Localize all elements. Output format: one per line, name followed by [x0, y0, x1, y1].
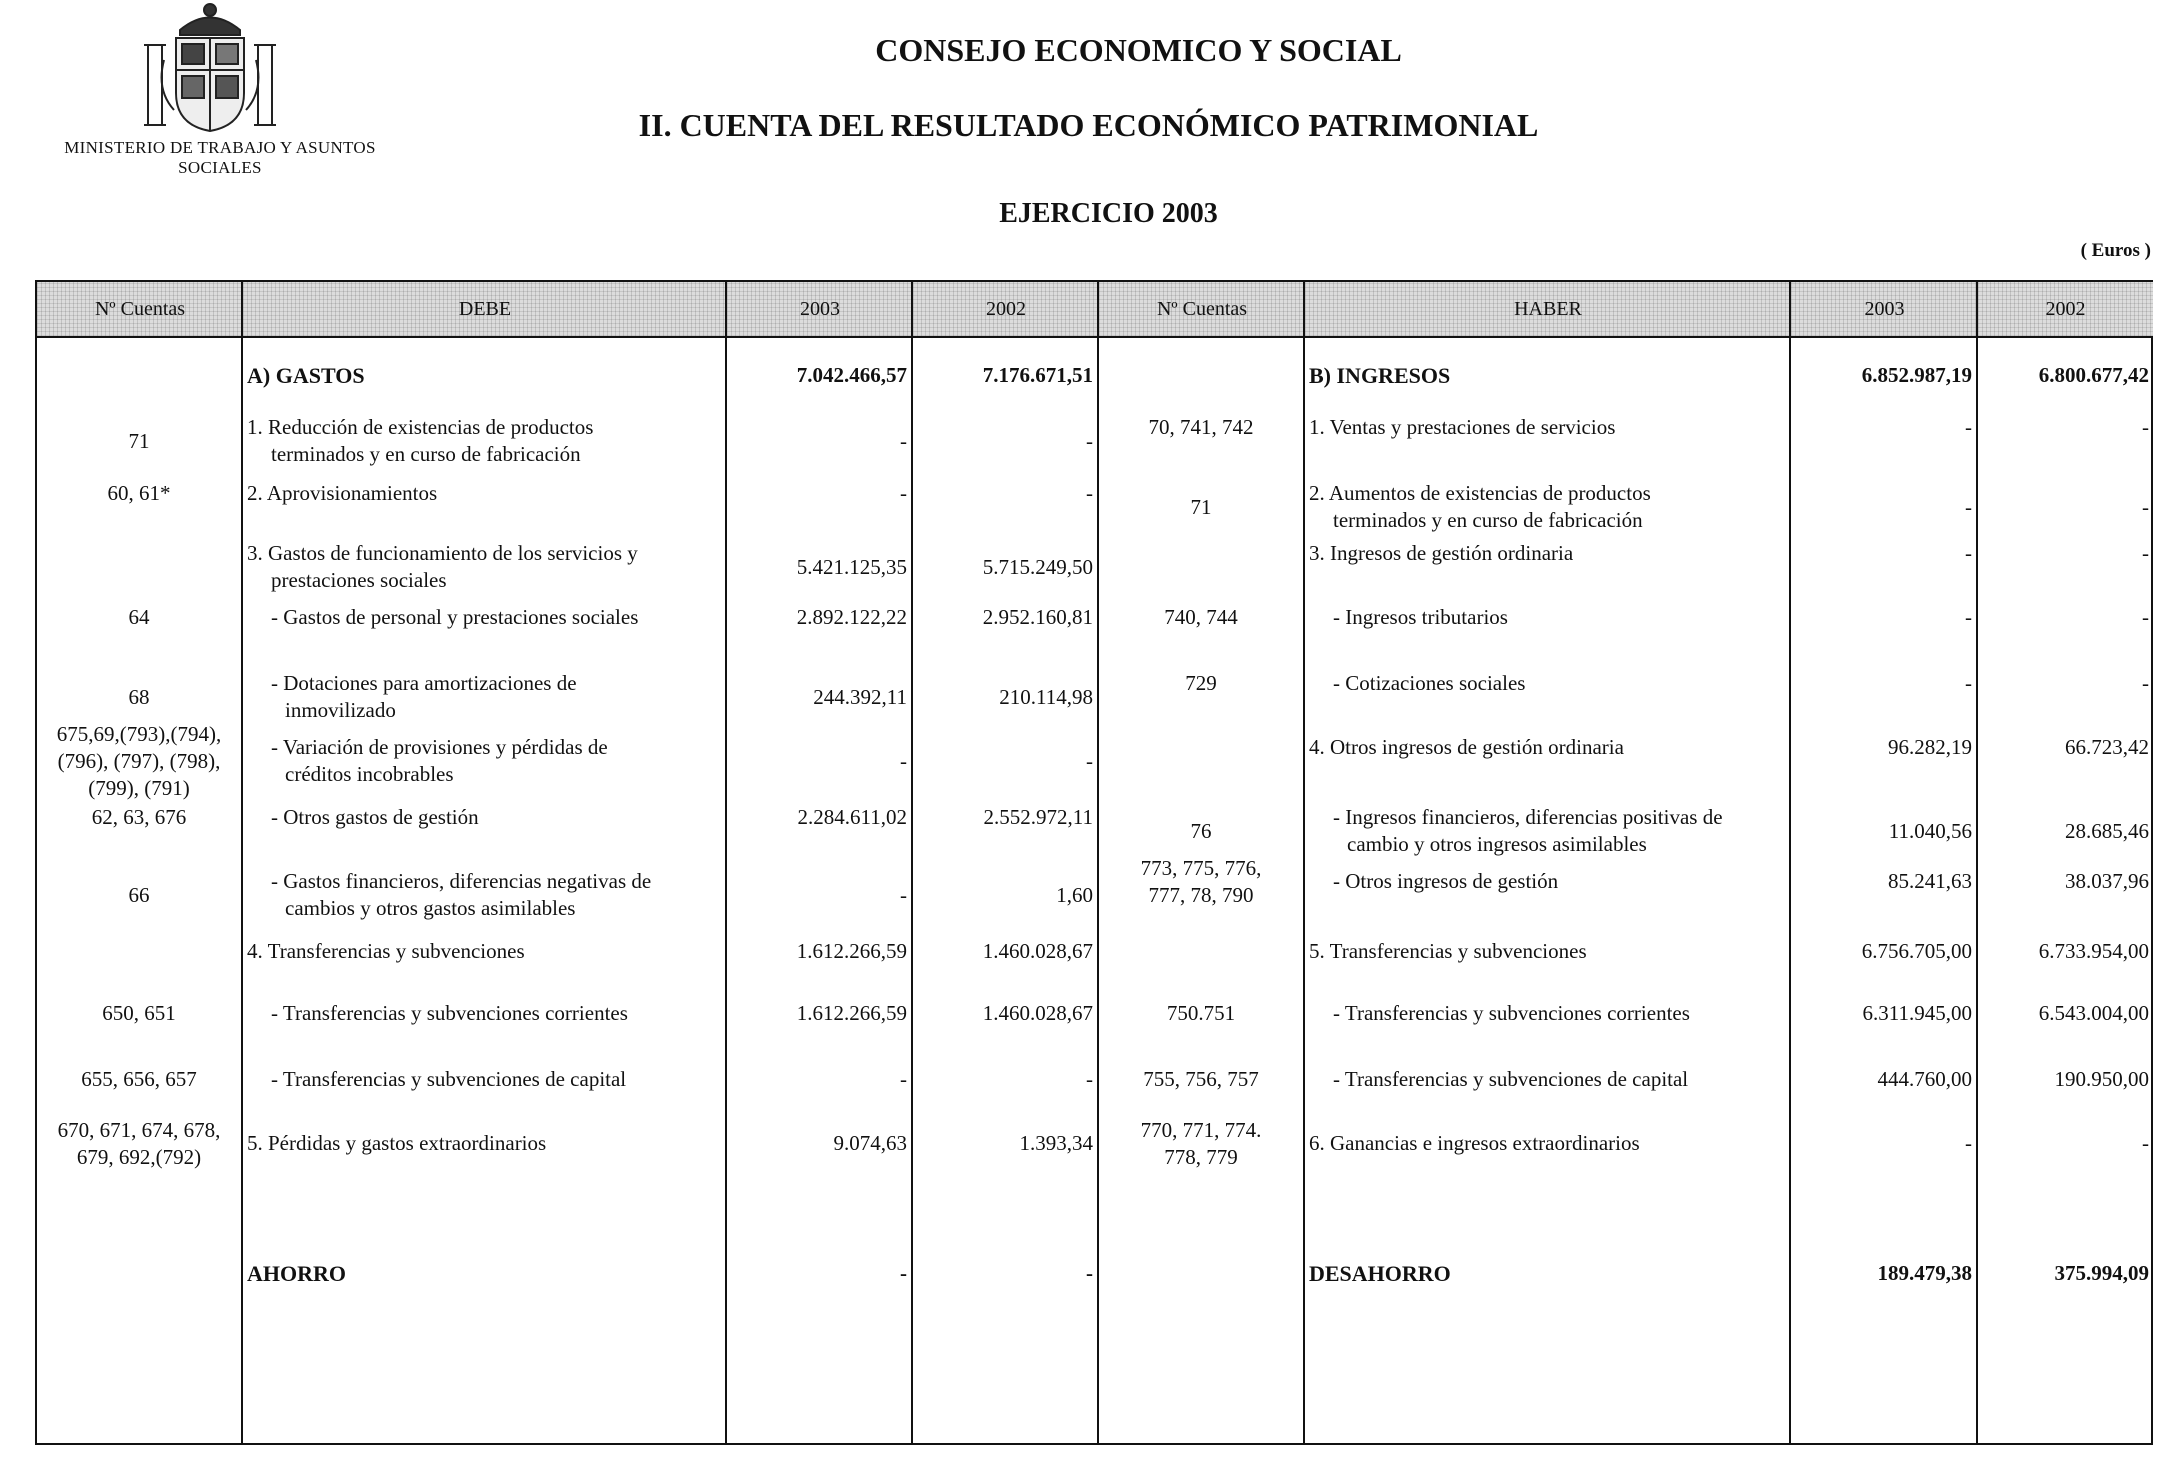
debe-account-number: 62, 63, 676 — [91, 805, 187, 829]
debe-row-label: - Transferencias y subvenciones corrientes — [271, 1001, 628, 1025]
haber-account-number: 770, 771, 774. — [1140, 1117, 1262, 1142]
col-header-haber-2003: 2003 — [1791, 282, 1978, 338]
haber-account-number: 729 — [1185, 671, 1217, 695]
page-subtitle: II. CUENTA DEL RESULTADO ECONÓMICO PATRIMONIAL — [638, 107, 1539, 143]
debe-account-number: (799), (791) — [88, 775, 190, 800]
haber-row-label: 6. Ganancias e ingresos extraordinarios — [1309, 1131, 1640, 1155]
debe-row-label: - Transferencias y subvenciones de capital — [271, 1067, 627, 1091]
haber-row-label: 4. Otros ingresos de gestión ordinaria — [1309, 735, 1624, 759]
ministry-line-1: MINISTERIO DE TRABAJO Y ASUNTOS — [64, 138, 376, 157]
haber-account-number: 70, 741, 742 — [1148, 415, 1254, 439]
haber-value-2002: 6.800.677,42 — [2038, 363, 2149, 387]
haber-value-2003: - — [1965, 605, 1972, 629]
col-header-debe-2003: 2003 — [727, 282, 913, 338]
debe-row-label: - Gastos de personal y prestaciones sociales — [271, 605, 639, 629]
haber-value-2002: 66.723,42 — [2065, 735, 2149, 759]
haber-value-2002: 38.037,96 — [2065, 869, 2149, 893]
haber-value-2003: 96.282,19 — [1888, 735, 1972, 759]
haber-row-label: - Ingresos tributarios — [1333, 605, 1508, 629]
col-header-haber-2002: 2002 — [1978, 282, 2153, 338]
debe-value-2003: - — [900, 428, 907, 453]
haber-value-2002: - — [2142, 605, 2149, 629]
haber-account-number: 71 — [1190, 494, 1212, 519]
haber-value-2003: - — [1965, 671, 1972, 695]
haber-value-2002: - — [2142, 671, 2149, 695]
debe-value-2003: 7.042.466,57 — [796, 363, 907, 387]
debe-row-label: - Variación de provisiones y pérdidas de — [271, 735, 608, 759]
haber-value-2003: - — [1965, 415, 1972, 439]
debe-value-2002: - — [1086, 1261, 1093, 1285]
debe-value-2002: - — [1086, 748, 1093, 773]
col-header-debe-2002: 2002 — [913, 282, 1099, 338]
debe-value-2002: 1.460.028,67 — [982, 939, 1093, 963]
haber-row-label: 5. Transferencias y subvenciones — [1309, 939, 1587, 963]
debe-value-2002: 210.114,98 — [999, 684, 1093, 709]
debe-row-label: - Gastos financieros, diferencias negativas de — [271, 869, 652, 893]
exercise-title: EJERCICIO 2003 — [999, 198, 1218, 229]
debe-value-2002: 1.393,34 — [1019, 1131, 1093, 1155]
haber-value-2003: 6.756.705,00 — [1861, 939, 1972, 963]
debe-row-label: inmovilizado — [285, 698, 396, 722]
debe-value-2003: 5.421.125,35 — [796, 554, 907, 579]
haber-value-2003: 189.479,38 — [1877, 1261, 1972, 1285]
haber-value-2002: - — [2142, 541, 2149, 565]
column-divider — [1303, 282, 1305, 1443]
debe-account-number: 670, 671, 674, 678, — [57, 1117, 221, 1142]
currency-label: ( Euros ) — [2080, 240, 2151, 261]
column-divider — [241, 282, 243, 1443]
result-table — [35, 280, 2153, 1445]
haber-row-label: cambio y otros ingresos asimilables — [1347, 832, 1647, 856]
debe-account-number: 655, 656, 657 — [81, 1067, 197, 1091]
haber-account-number: 750.751 — [1166, 1001, 1236, 1025]
haber-row-label: - Otros ingresos de gestión — [1333, 869, 1559, 893]
haber-value-2002: 375.994,09 — [2054, 1261, 2149, 1285]
haber-row-label: 2. Aumentos de existencias de productos — [1309, 481, 1651, 505]
debe-value-2003: - — [900, 748, 907, 773]
haber-value-2002: - — [2142, 1131, 2149, 1155]
haber-row-label: - Transferencias y subvenciones de capital — [1333, 1067, 1689, 1091]
debe-row-label: prestaciones sociales — [271, 568, 447, 592]
debe-value-2002: 2.952.160,81 — [982, 605, 1093, 629]
debe-value-2003: 1.612.266,59 — [796, 939, 907, 963]
haber-value-2002: 190.950,00 — [2054, 1067, 2149, 1091]
haber-value-2003: - — [1965, 494, 1972, 519]
debe-account-number: 650, 651 — [102, 1001, 176, 1025]
haber-row-label: 1. Ventas y prestaciones de servicios — [1309, 415, 1616, 439]
col-header-debe-accounts: Nº Cuentas — [37, 282, 243, 338]
ministry-name — [40, 138, 400, 178]
debe-value-2003: 9.074,63 — [833, 1131, 907, 1155]
debe-value-2002: - — [1086, 428, 1093, 453]
haber-account-number: 740, 744 — [1164, 605, 1238, 629]
debe-row-label: cambios y otros gastos asimilables — [285, 896, 576, 920]
debe-value-2003: 244.392,11 — [813, 684, 907, 709]
ministry-line-2: SOCIALES — [178, 158, 262, 177]
haber-value-2003: 444.760,00 — [1877, 1067, 1972, 1091]
debe-account-number: 679, 692,(792) — [76, 1144, 202, 1169]
haber-account-number: 76 — [1190, 818, 1212, 843]
debe-value-2003: 1.612.266,59 — [796, 1001, 907, 1025]
debe-row-label: 3. Gastos de funcionamiento de los servicios y — [247, 541, 638, 565]
haber-row-label: 3. Ingresos de gestión ordinaria — [1309, 541, 1574, 565]
debe-value-2002: - — [1086, 481, 1093, 505]
debe-row-label: 2. Aprovisionamientos — [247, 481, 438, 505]
haber-value-2003: 6.852.987,19 — [1861, 363, 1972, 387]
debe-value-2002: - — [1086, 1067, 1093, 1091]
debe-value-2003: 2.892.122,22 — [796, 605, 907, 629]
haber-value-2002: 6.543.004,00 — [2038, 1001, 2149, 1025]
page-title: CONSEJO ECONOMICO Y SOCIAL — [875, 32, 1402, 68]
debe-row-label: - Otros gastos de gestión — [271, 805, 479, 829]
haber-value-2003: 85.241,63 — [1888, 869, 1972, 893]
debe-account-number: 60, 61* — [107, 481, 171, 505]
debe-value-2002: 7.176.671,51 — [982, 363, 1093, 387]
debe-value-2002: 1.460.028,67 — [982, 1001, 1093, 1025]
haber-account-number: 777, 78, 790 — [1148, 882, 1254, 907]
debe-row-label: A) GASTOS — [247, 363, 365, 388]
haber-account-number: 773, 775, 776, — [1140, 855, 1262, 880]
debe-account-number: (796), (797), (798), — [57, 748, 221, 773]
haber-value-2003: - — [1965, 541, 1972, 565]
debe-account-number: 64 — [128, 605, 150, 629]
debe-row-label: - Dotaciones para amortizaciones de — [271, 671, 577, 695]
debe-account-number: 71 — [128, 428, 150, 453]
haber-row-label: DESAHORRO — [1309, 1261, 1451, 1286]
haber-value-2002: - — [2142, 415, 2149, 439]
debe-value-2003: - — [900, 1067, 907, 1091]
debe-row-label: terminados y en curso de fabricación — [271, 442, 581, 466]
col-header-haber: HABER — [1305, 282, 1791, 338]
debe-value-2003: - — [900, 1261, 907, 1285]
debe-account-number: 66 — [128, 882, 150, 907]
debe-value-2003: - — [900, 882, 907, 907]
haber-row-label: - Transferencias y subvenciones corrientes — [1333, 1001, 1690, 1025]
haber-value-2002: 28.685,46 — [2065, 818, 2149, 843]
debe-row-label: créditos incobrables — [285, 762, 454, 786]
haber-value-2002: 6.733.954,00 — [2038, 939, 2149, 963]
haber-row-label: - Ingresos financieros, diferencias positivas de — [1333, 805, 1723, 829]
debe-row-label: AHORRO — [247, 1261, 346, 1286]
debe-row-label: 5. Pérdidas y gastos extraordinarios — [247, 1131, 547, 1155]
debe-value-2002: 2.552.972,11 — [983, 805, 1093, 829]
haber-row-label: - Cotizaciones sociales — [1333, 671, 1526, 695]
col-header-debe: DEBE — [243, 282, 727, 338]
col-header-haber-accounts: Nº Cuentas — [1099, 282, 1305, 338]
haber-value-2002: - — [2142, 494, 2149, 519]
debe-row-label: 1. Reducción de existencias de productos — [247, 415, 594, 439]
debe-account-number: 68 — [128, 684, 150, 709]
debe-value-2003: - — [900, 481, 907, 505]
haber-account-number: 755, 756, 757 — [1143, 1067, 1259, 1091]
debe-value-2002: 1,60 — [1056, 882, 1093, 907]
debe-value-2003: 2.284.611,02 — [797, 805, 907, 829]
haber-value-2003: 6.311.945,00 — [1862, 1001, 1972, 1025]
haber-row-label: B) INGRESOS — [1309, 363, 1451, 388]
haber-account-number: 778, 779 — [1164, 1144, 1238, 1169]
haber-value-2003: 11.040,56 — [1888, 818, 1972, 843]
haber-value-2003: - — [1965, 1131, 1972, 1155]
debe-value-2002: 5.715.249,50 — [982, 554, 1093, 579]
haber-row-label: terminados y en curso de fabricación — [1333, 508, 1643, 532]
debe-row-label: 4. Transferencias y subvenciones — [247, 939, 525, 963]
debe-account-number: 675,69,(793),(794), — [56, 721, 222, 746]
